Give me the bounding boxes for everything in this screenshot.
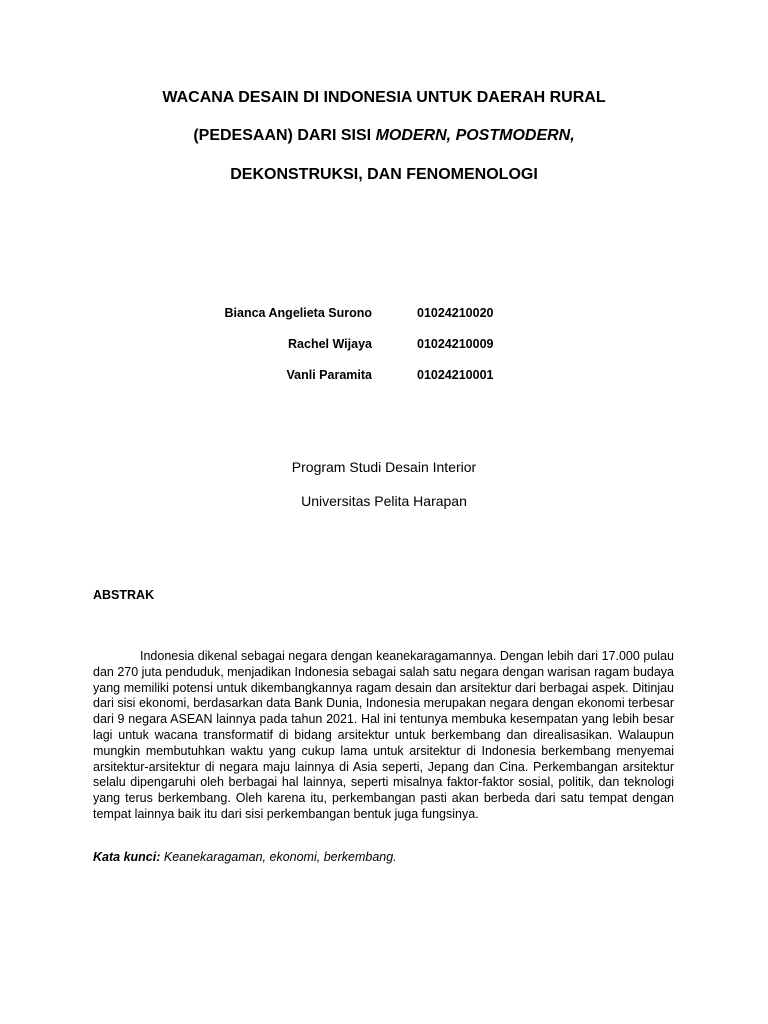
keywords-label: Kata kunci: xyxy=(93,850,161,864)
program-name: Program Studi Desain Interior xyxy=(291,459,477,475)
university-name: Universitas Pelita Harapan xyxy=(301,493,467,509)
title-line-2-italic: MODERN, POSTMODERN, xyxy=(375,127,575,144)
author-name-1: Bianca Angelieta Surono xyxy=(224,306,372,320)
author-id-3: 01024210001 xyxy=(417,368,494,382)
title-line-1: WACANA DESAIN DI INDONESIA UNTUK DAERAH RURAL xyxy=(162,89,606,106)
author-id-1: 01024210020 xyxy=(417,306,494,320)
title-line-3: DEKONSTRUKSI, DAN FENOMENOLOGI xyxy=(230,166,538,183)
author-name-3: Vanli Paramita xyxy=(286,368,372,382)
title-line-2 xyxy=(0,126,768,146)
title-line-2-prefix: (PEDESAAN) DARI SISI xyxy=(193,127,376,144)
keywords-values: Keanekaragaman, ekonomi, berkembang. xyxy=(163,850,397,864)
author-id-2: 01024210009 xyxy=(417,337,494,351)
keywords-line xyxy=(93,849,397,865)
author-name-2: Rachel Wijaya xyxy=(288,337,372,351)
abstract-body: Indonesia dikenal sebagai negara dengan keanekaragamannya. Dengan lebih dari 17.000 pulau dan 270 juta penduduk, menjadikan Indonesia sebagai salah satu negara dengan warisan ragam budaya yang memiliki potensi untuk dikembangkannya ragam desain dan arsitektur dari berbagai aspek. Ditinjau dari sisi ekonomi, berdasarkan data Bank Dunia, Indonesia merupakan negara dengan ekonomi terbesar dari 9 negara ASEAN lainnya pada tahun 2021. Hal ini tentunya membuka kesempatan yang lebih besar lagi untuk wacana transformatif di bidang arsitektur untuk berkembang dan direalisasikan. Walaupun mungkin membutuhkan waktu yang cukup lama untuk arsitektur di Indonesia berkembang menyemai arsitektur-arsitektur di negara maju lainnya di Asia seperti, Jepang dan Cina. Perkembangan arsitektur selalu dipengaruhi oleh berbagai hal lainnya, seperti misalnya faktor-faktor sosial, politik, dan teknologi yang terus berkembang. Oleh karena itu, perkembangan pasti akan berbeda dari satu tempat dengan tempat lainnya baik itu dari sisi perkembangan bentuk juga fungsinya. xyxy=(93,649,674,821)
abstract-heading: ABSTRAK xyxy=(93,588,155,602)
